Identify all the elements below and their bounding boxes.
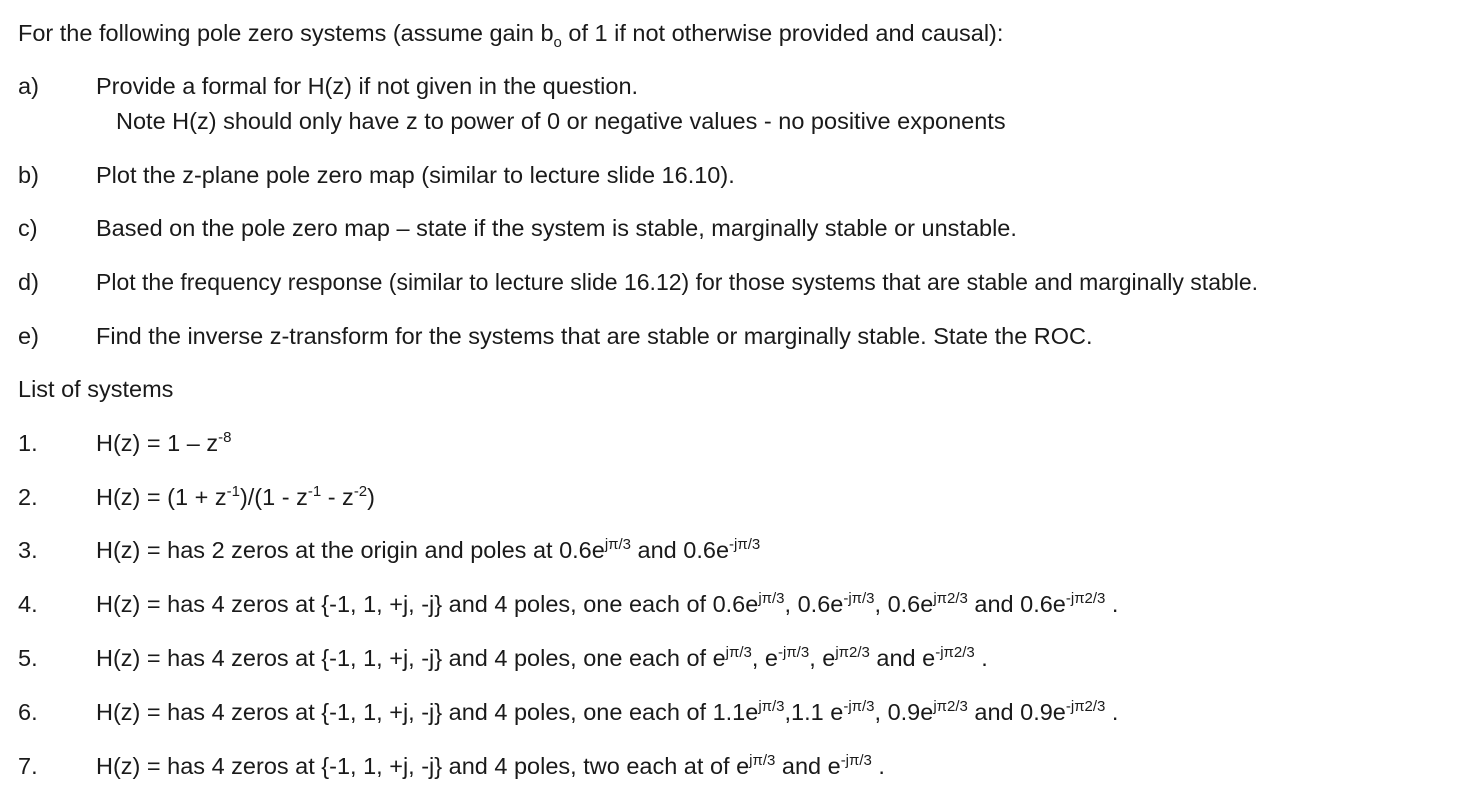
system-label: 7. [18, 753, 38, 779]
system-7 [0, 751, 1470, 781]
list-heading: List of systems [18, 376, 174, 402]
system-formula: H(z) = has 4 zeros at {-1, 1, +j, -j} and 4 poles, one each of $0.6e^{j\pi/3}$, $0.6e^{-j\pi/3}$, $0.6e^{j\pi 2/3}$ and $0.6e^{-j\pi 2/3}$ . [96, 590, 1119, 617]
intro-text-after: of 1 if not otherwise provided and causal): [561, 20, 1004, 46]
task-d [0, 267, 1470, 297]
system-label: 6. [18, 699, 38, 725]
task-a-note [0, 106, 1470, 136]
task-a [0, 71, 1470, 101]
system-label: 3. [18, 537, 38, 563]
intro-text-before: For the following pole zero systems (assume gain b [18, 20, 554, 46]
system-3 [0, 535, 1470, 565]
task-c [0, 213, 1470, 243]
task-text: Plot the z-plane pole zero map (similar to lecture slide 16.10). [96, 162, 735, 188]
system-formula: H(z) = has 4 zeros at {-1, 1, +j, -j} and 4 poles, two each at of $e^{j\pi/3}$ and $e^{-j\pi/3}$ . [96, 752, 885, 779]
intro-line [18, 18, 1004, 51]
task-label: a) [18, 73, 39, 99]
system-2 [0, 482, 1470, 512]
task-text: Find the inverse z-transform for the systems that are stable or marginally stable. State the ROC. [96, 323, 1093, 349]
system-formula: H(z) = has 4 zeros at {-1, 1, +j, -j} and 4 poles, one each of $1.1e^{j\pi/3},1.1$ $e^{-j\pi/3}$, $0.9e^{j\pi 2/3}$ and $0.9e^{-j\pi 2/3}$ . [96, 698, 1119, 725]
system-label: 1. [18, 430, 38, 456]
intro-subscript: o [553, 34, 562, 51]
task-text: Plot the frequency response (similar to lecture slide 16.12) for those systems that are stable and marginally stable. [96, 269, 1259, 295]
system-formula: $H(z) = (1 + z^{-1})/(1 - z^{-1} - z^{-2})$ [96, 483, 375, 510]
task-label: d) [18, 269, 39, 295]
task-label: c) [18, 215, 38, 241]
system-formula: H(z) = has 4 zeros at {-1, 1, +j, -j} and 4 poles, one each of $e^{j\pi/3}$, $e^{-j\pi/3}$, $e^{j\pi 2/3}$ and $e^{-j\pi 2/3}$ . [96, 644, 988, 671]
task-text: Provide a formal for H(z) if not given in the question. [96, 73, 639, 99]
task-e [0, 321, 1470, 351]
task-note: Note H(z) should only have z to power of 0 or negative values - no positive exponents [116, 108, 1006, 134]
system-label: 5. [18, 645, 38, 671]
system-label: 2. [18, 484, 38, 510]
task-text: Based on the pole zero map – state if the system is stable, marginally stable or unstable. [96, 215, 1017, 241]
system-1 [0, 428, 1470, 458]
task-b [0, 160, 1470, 190]
system-label: 4. [18, 591, 38, 617]
system-5 [0, 643, 1470, 673]
system-formula: H(z) = has 2 zeros at the origin and poles at $0.6e^{j\pi/3}$ and $0.6e^{-j\pi/3}$ [96, 536, 761, 563]
system-4 [0, 589, 1470, 619]
task-label: e) [18, 323, 39, 349]
system-6 [0, 697, 1470, 727]
system-formula: $H(z) = 1 - z^{-8}$ [96, 429, 232, 456]
task-label: b) [18, 162, 39, 188]
